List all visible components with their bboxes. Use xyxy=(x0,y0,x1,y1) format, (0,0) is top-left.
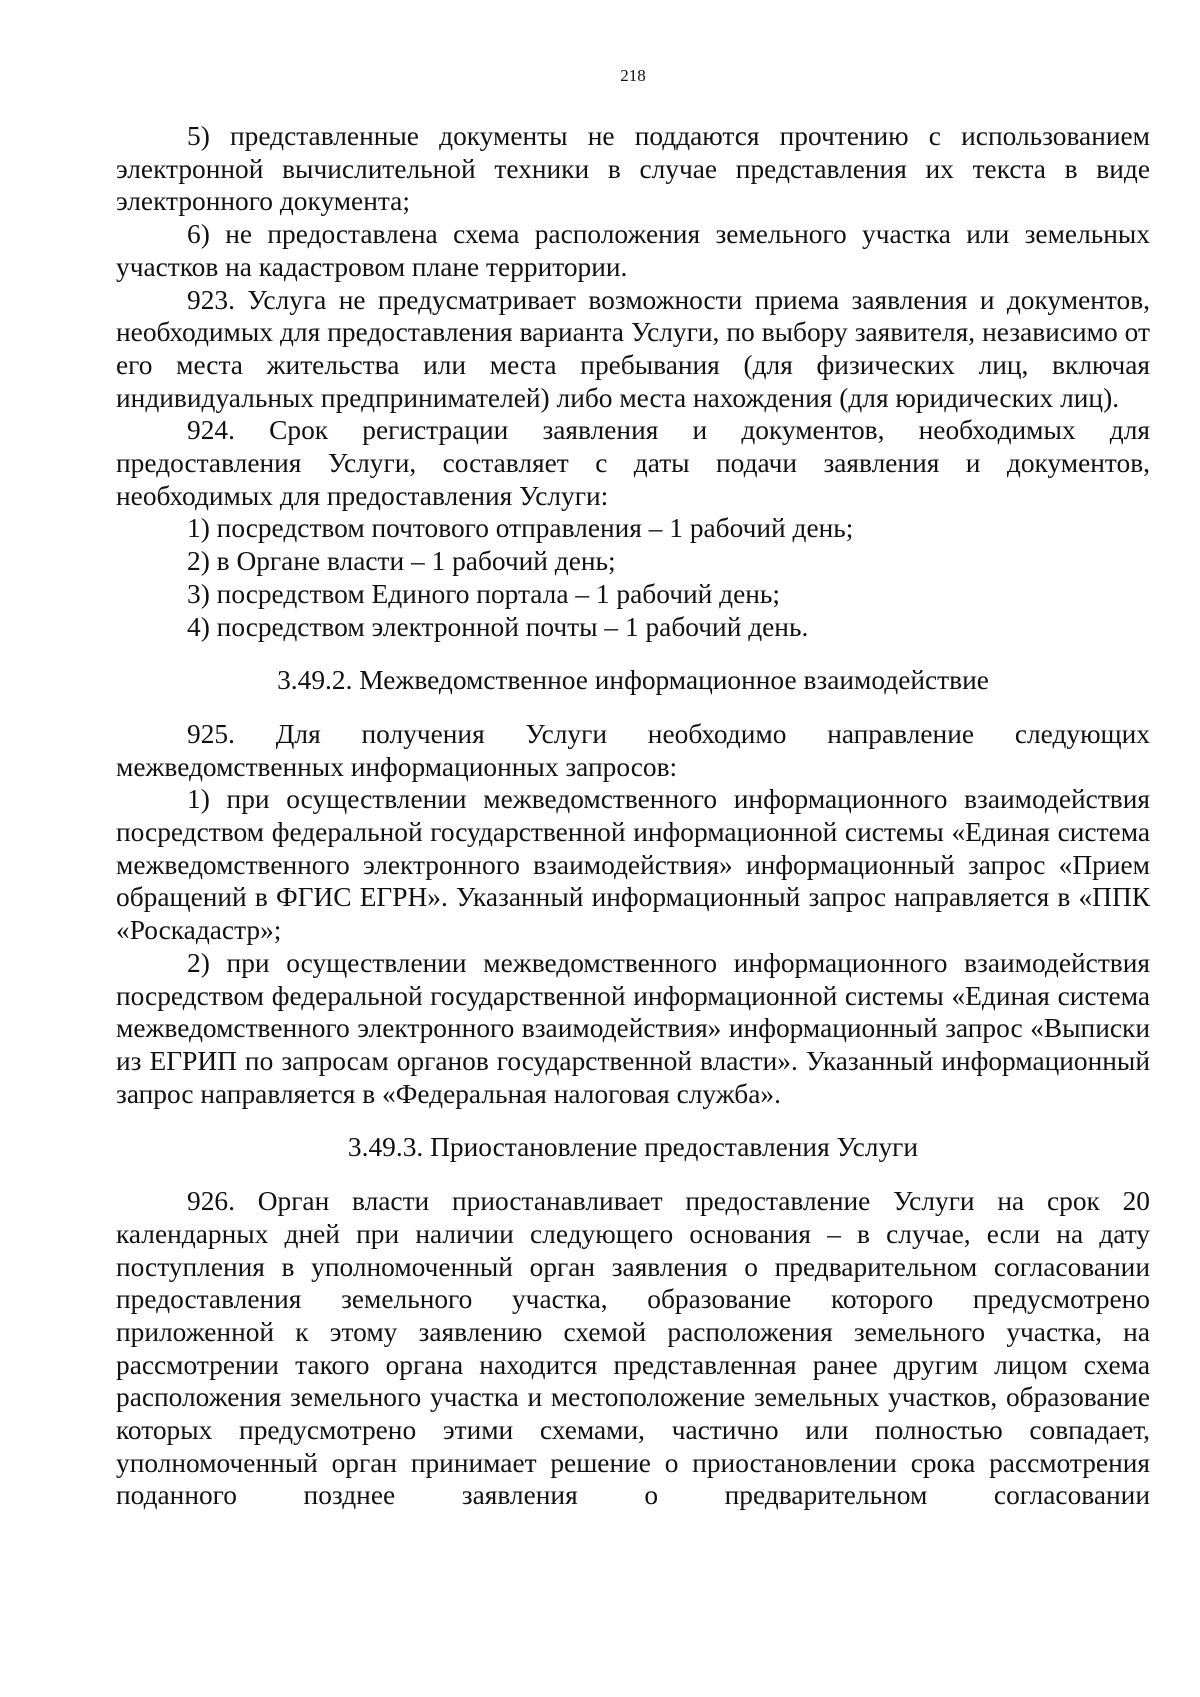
page-number: 218 xyxy=(620,66,646,85)
document-body xyxy=(116,120,1150,1512)
list-item-mail: 1) посредством почтового отправления – 1 рабочий день; xyxy=(187,513,854,544)
section-heading-3-49-2: 3.49.2. Межведомственное информационное взаимодействие xyxy=(277,665,989,696)
list-item-email: 4) посредством электронной почты – 1 рабочий день. xyxy=(187,611,809,642)
section-heading-3-49-3: 3.49.3. Приостановление предоставления Услуги xyxy=(347,1132,919,1163)
paragraph-item-6: 6) не предоставлена схема расположения земельного участка или земельных участков на кадастровом плане территории. xyxy=(116,219,1150,282)
paragraph-925: 925. Для получения Услуги необходимо направление следующих межведомственных информационных запросов: xyxy=(116,718,1150,782)
paragraph-925-item-1: 1) при осуществлении межведомственного информационного взаимодействия посредством федеральной государственной информационной системы «Единая система межведомственного электронного взаимодействия» информационный запрос «Прием обращений в ФГИС ЕГРН». Указанный информационный запрос направляется в «ППК «Роскадастр»; xyxy=(116,784,1150,946)
list-item-portal: 3) посредством Единого портала – 1 рабочий день; xyxy=(187,578,781,609)
paragraph-926: 926. Орган власти приостанавливает предоставление Услуги на срок 20 календарных дней при наличии следующего основания – в случае, если на дату поступления в уполномоченный орган заявления о предварительном согласовании предоставления земельного участка, образование которого предусмотрено приложенной к этому заявлению схемой расположения земельного участка, на рассмотрении такого органа находится представленная ранее другим лицом схема расположения земельного участка и местоположение земельных участков, образование которых предусмотрено этими схемами, частично или полностью совпадает, уполномоченный орган принимает решение о приостановлении срока рассмотрения поданного позднее заявления о предварительном согласовании xyxy=(116,1186,1150,1511)
paragraph-924: 924. Срок регистрации заявления и документов, необходимых для предоставления Услуги, составляет с даты подачи заявления и документов, необходимых для предоставления Услуги: xyxy=(116,415,1150,511)
paragraph-925-item-2: 2) при осуществлении межведомственного информационного взаимодействия посредством федеральной государственной информационной системы «Единая система межведомственного электронного взаимодействия» информационный запрос «Выписки из ЕГРИП по запросам органов государственной власти». Указанный информационный запрос направляется в «Федеральная налоговая служба». xyxy=(116,947,1150,1109)
spacer xyxy=(116,1164,1150,1185)
paragraph-item-5: 5) представленные документы не поддаются прочтению с использованием электронной вычислительной техники в случае представления их текста в виде электронного документа; xyxy=(116,121,1150,217)
spacer xyxy=(116,1110,1150,1131)
paragraph-923: 923. Услуга не предусматривает возможности приема заявления и документов, необходимых для предоставления варианта Услуги, по выбору заявителя, независимо от его места жительства или места пребывания (для физических лиц, включая индивидуальных предпринимателей) либо места нахождения (для юридических лиц). xyxy=(116,284,1150,413)
spacer xyxy=(116,697,1150,718)
list-item-authority: 2) в Органе власти – 1 рабочий день; xyxy=(187,546,616,577)
spacer xyxy=(116,643,1150,664)
